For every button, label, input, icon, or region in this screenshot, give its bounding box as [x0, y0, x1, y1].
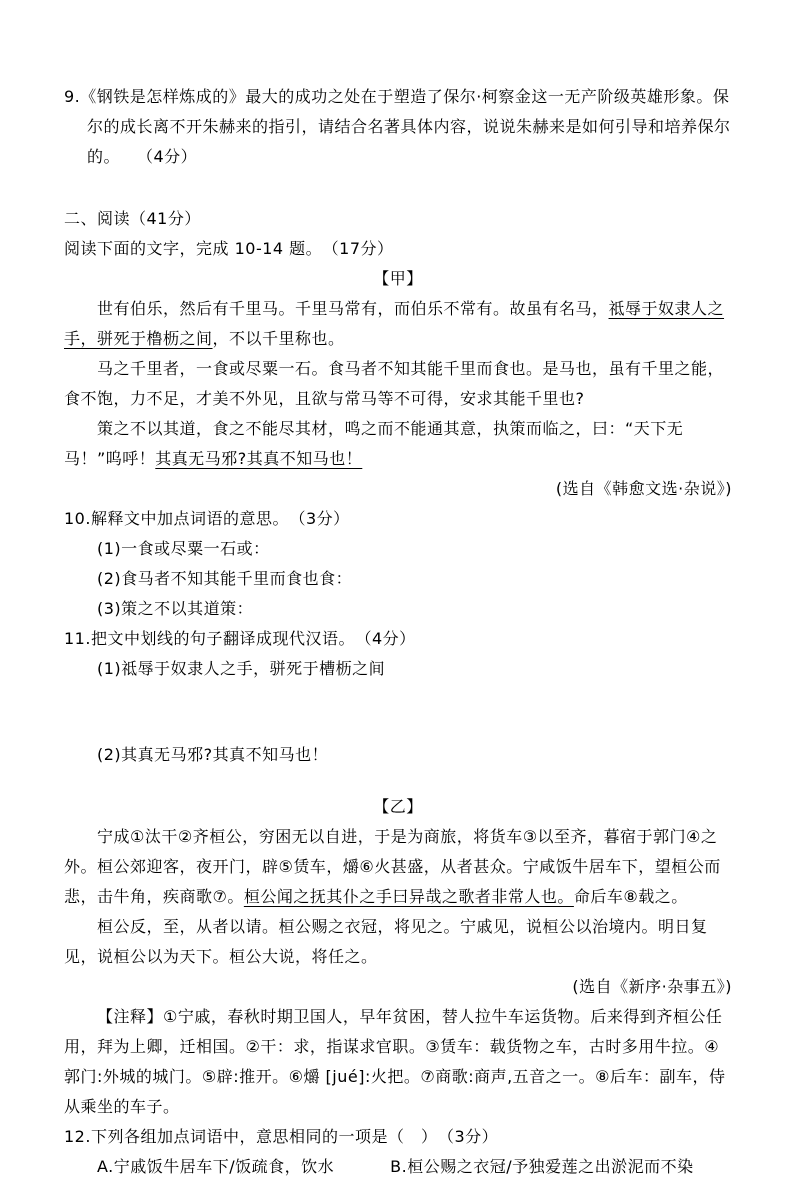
text-segment: 11.把文中划线的句子翻译成现代汉语。 （4分） — [64, 629, 416, 648]
question-11-item-2 — [97, 740, 732, 770]
text-segment: B.桓公赐之衣冠/予独爱莲之出淤泥而不染 — [390, 1157, 694, 1176]
text-segment: 宁成①汰干②齐桓公，穷困无以自进，于是为商旅，将货车③以至齐，暮宿于郭门④之外。桓公郊迎客，夜开门，辟⑤赁车，爝⑥火甚盛，从者甚众。宁咸饭牛居车下，望桓公而悲，击牛角，疾商歌⑦。 — [64, 827, 721, 906]
yi-paragraph-1 — [64, 822, 732, 912]
text-segment: 【甲】 — [373, 269, 423, 288]
jia-paragraph-3 — [64, 414, 732, 474]
text-segment: 【注释】①宁戚，春秋时期卫国人，早年贫困，替人拉牛车运货物。后来得到齐桓公任用，拜为上卿，迁相国。②干：求，指谋求官职。③赁车：载货物之车，古时多用牛拉。④郭门:外城的城门。⑤辟:推开。⑥爝 [jué]:火把。⑦商歌:商声,五音之一。⑧后车：副车，侍从乘坐的车子。 — [64, 1007, 726, 1116]
text-segment: 【乙】 — [373, 797, 423, 816]
jia-source — [64, 474, 732, 504]
text-segment: 阅读下面的文字，完成 10-14 题。 （17分） — [64, 239, 394, 258]
passage-yi-label — [64, 792, 732, 822]
passage-jia-label — [64, 264, 732, 294]
question-10 — [64, 504, 732, 534]
text-segment: (选自《韩愈文选·杂说》) — [555, 479, 732, 498]
text-segment: (选自《新序·杂事五》) — [572, 977, 732, 996]
annotations — [64, 1002, 732, 1122]
question-12-options — [97, 1152, 732, 1182]
text-segment: 世有伯乐，然后有千里马。千里马常有，而伯乐不常有。故虽有名马， — [97, 299, 609, 318]
question-11 — [64, 624, 732, 654]
question-9 — [64, 82, 732, 172]
text-segment: ，不以千里称也。 — [212, 329, 345, 348]
jia-paragraph-1 — [64, 294, 732, 354]
text-segment: 二、阅读（41分） — [64, 209, 201, 228]
question-12 — [64, 1122, 732, 1152]
underlined-segment: 其真无马邪?其真不知马也！ — [155, 449, 363, 468]
underlined-segment: 桓公闻之抚其仆之手曰异哉之歌者非常人也。 — [243, 887, 574, 906]
text-segment: 桓公反，至，从者以请。桓公赐之衣冠，将见之。宁戚见，说桓公以治境内。明日复见，说桓公以为天下。桓公大说，将任之。 — [64, 917, 708, 966]
section-2-heading — [64, 204, 732, 234]
yi-paragraph-2 — [64, 912, 732, 972]
question-10-item-2 — [97, 564, 732, 594]
question-11-item-1 — [97, 654, 732, 684]
text-segment: (1)祗辱于奴隶人之手，骈死于槽枥之间 — [97, 659, 386, 678]
yi-source — [64, 972, 732, 1002]
text-segment: 9.《钢铁是怎样炼成的》最大的成功之处在于塑造了保尔·柯察金这一无产阶级英雄形象。保尔的成长离不开朱赫来的指引，请结合名著具体内容，说说朱赫来是如何引导和培养保尔的。 （4分） — [64, 87, 731, 166]
text-segment: (2)食马者不知其能千里而食也食： — [97, 569, 353, 588]
question-10-item-1 — [97, 534, 732, 564]
text-segment: (2)其真无马邪?其真不知马也！ — [97, 745, 329, 764]
text-segment: 12.下列各组加点词语中，意思相同的一项是（ ） （3分） — [64, 1127, 499, 1146]
text-segment: 10.解释文中加点词语的意思。 （3分） — [64, 509, 350, 528]
text-segment: (3)策之不以其道策： — [97, 599, 254, 618]
jia-paragraph-2 — [64, 354, 732, 414]
text-segment: 命后车⑧载之。 — [573, 887, 688, 906]
text-segment: 策之不以其道，食之不能尽其材，鸣之而不能通其意，执策而临之，曰：“天下无马！”呜呼！ — [64, 419, 684, 468]
question-10-item-3 — [97, 594, 732, 624]
text-segment: (1)一食或尽粟一石或： — [97, 539, 270, 558]
reading-instruction — [64, 234, 732, 264]
underlined-segment: 祗辱于奴隶人之手，骈死于橹枥之间 — [64, 299, 725, 348]
text-segment: A.宁戚饭牛居车下/饭疏食，饮水 — [97, 1157, 335, 1176]
text-segment: 马之千里者，一食或尽粟一石。食马者不知其能千里而食也。是马也，虽有千里之能，食不饱，力不足，才美不外见，且欲与常马等不可得，安求其能千里也? — [64, 359, 725, 408]
